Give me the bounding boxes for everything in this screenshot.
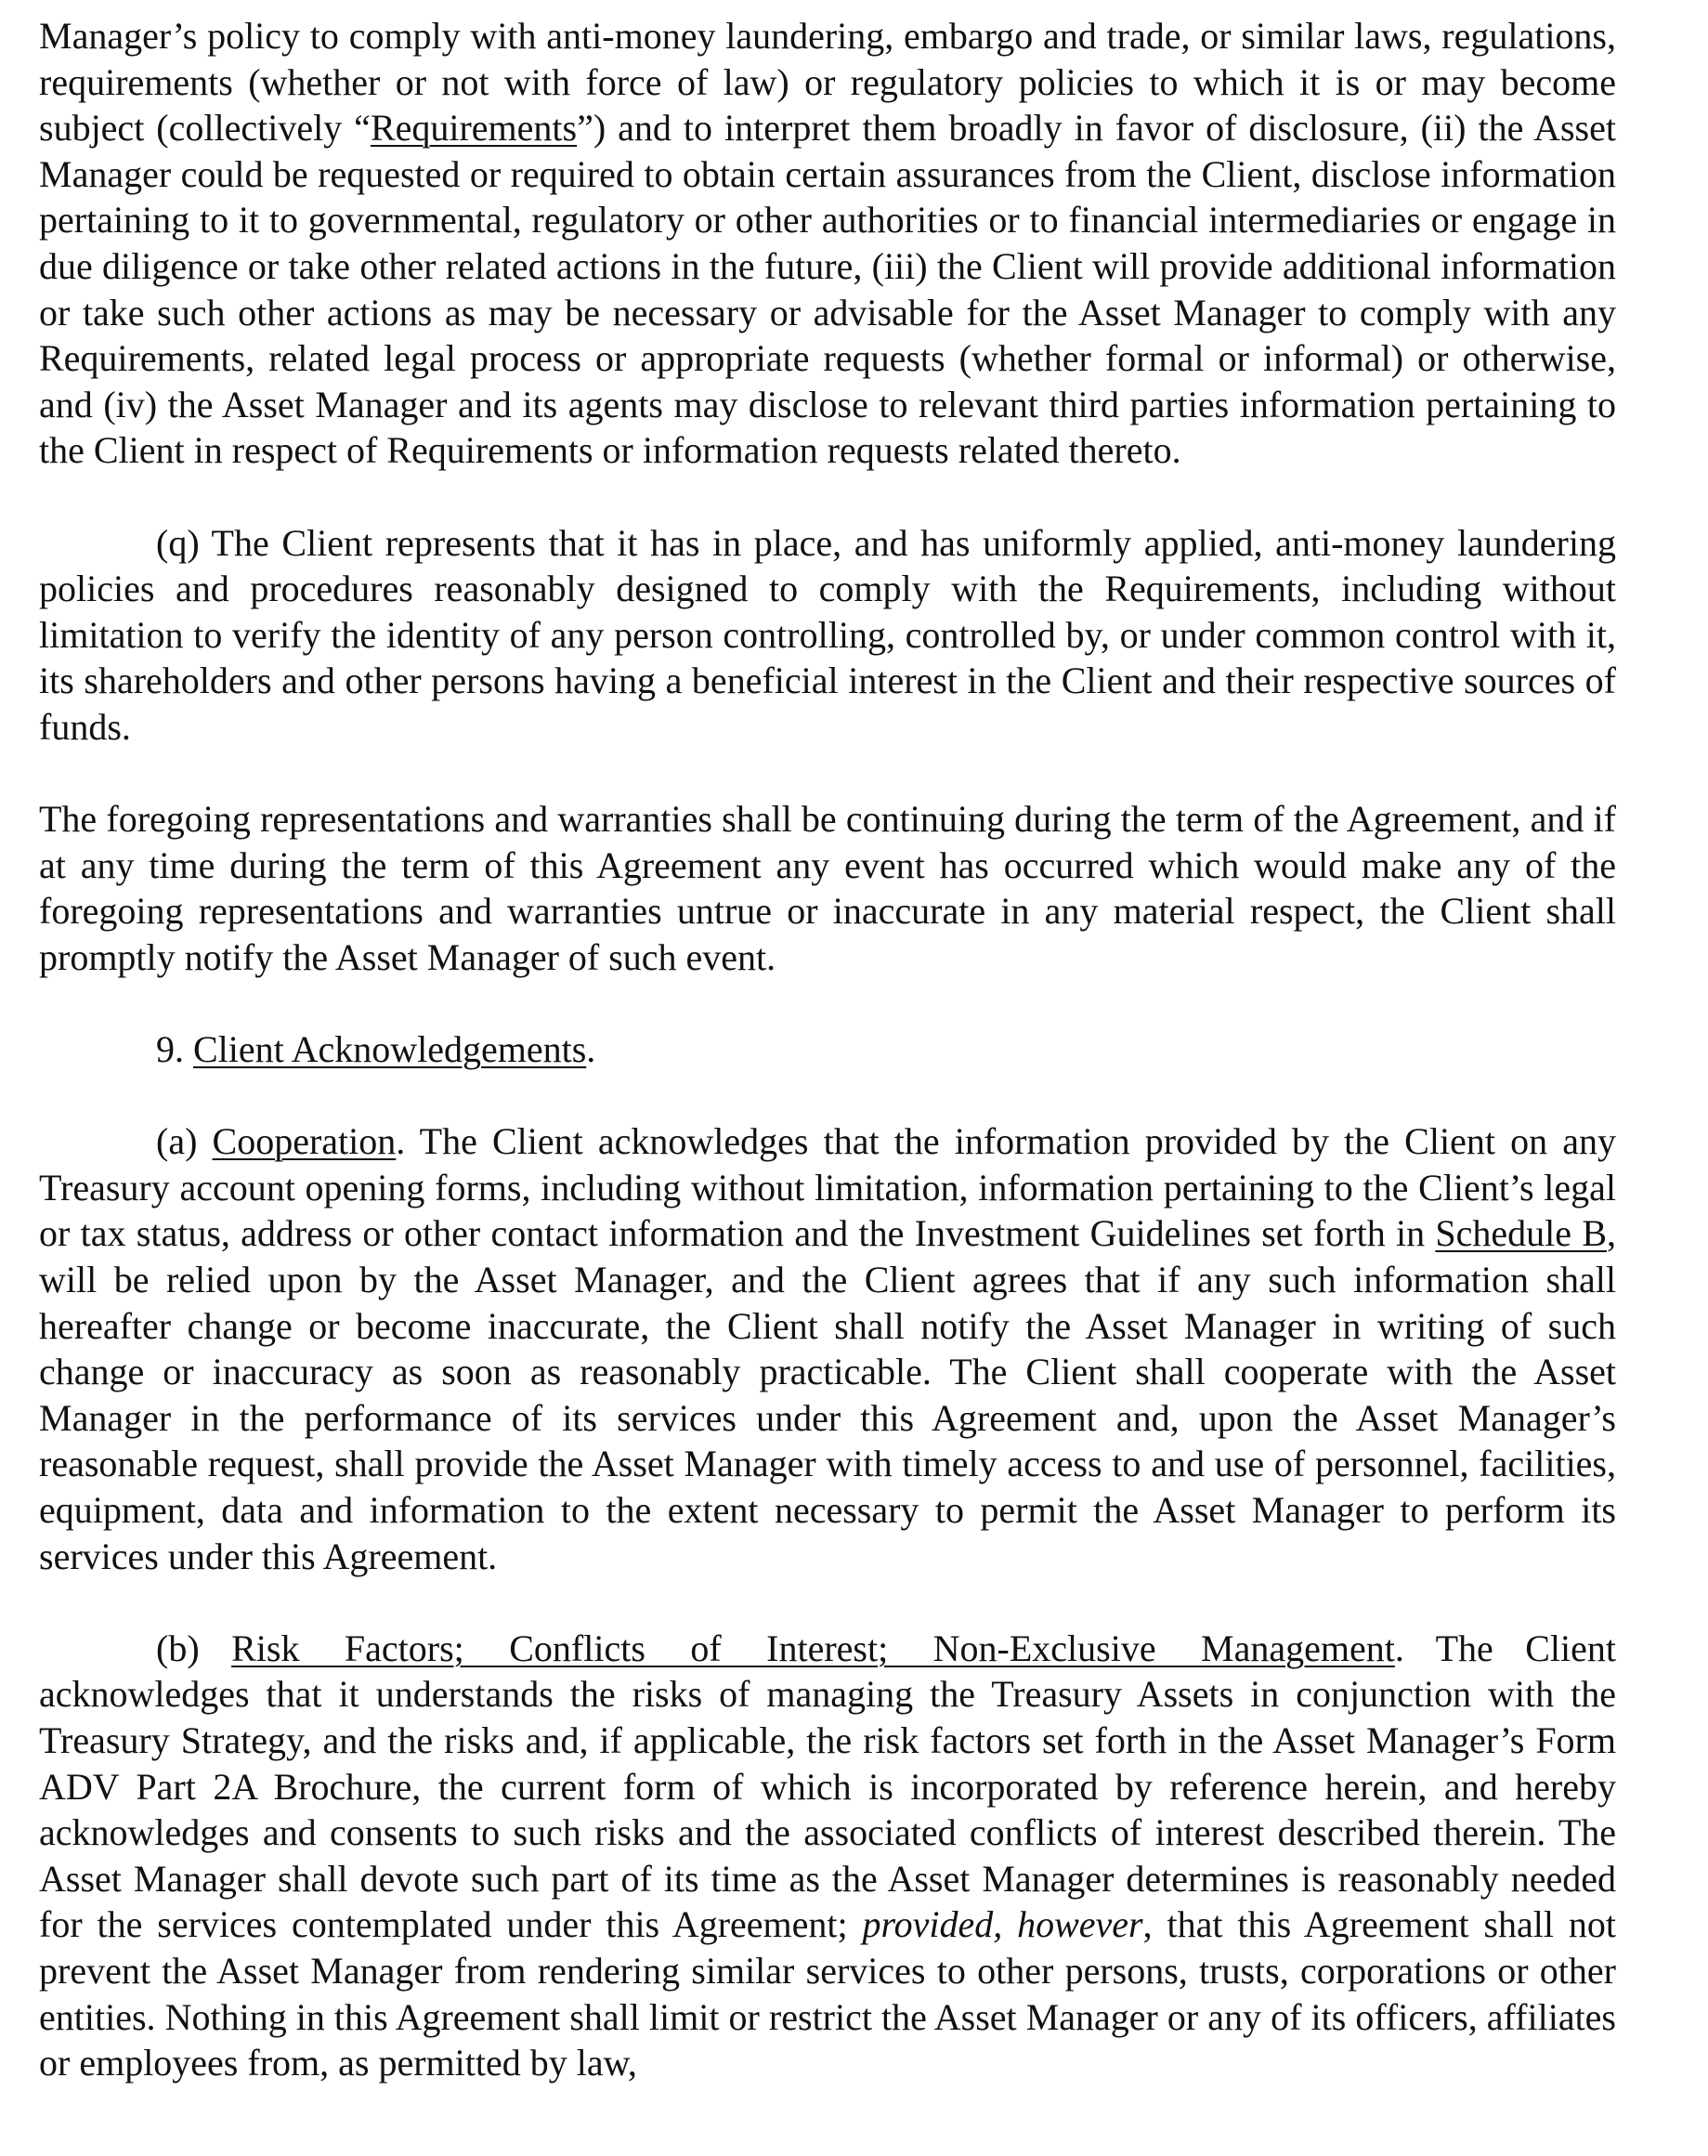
document-page [39,13,1616,2132]
clause-heading-risk-factors: Risk Factors; Conflicts of Interest; Non-Exclusive Management [231,1627,1395,1669]
paragraph-q-anti-money-laundering [39,520,1616,751]
paragraph-text: ”) and to interpret them broadly in favor of disclosure, (ii) the Asset Manager could be requested or required to obtain certain assurances from the Client, disclose information pertaining to it to governmental, regulatory or other authorities or to financial intermediaries or engage in due diligence or take other related actions in the future, (iii) the Client will provide additional information or take such other actions as may be necessary or advisable for the Asset Manager to comply with any Requirements, related legal process or appropriate requests (whether formal or informal) or otherwise, and (iv) the Asset Manager and its agents may disclose to relevant third parties information pertaining to the Client in respect of Requirements or information requests related thereto. [39,107,1616,472]
clause-heading-cooperation: Cooperation [212,1120,397,1163]
defined-term-requirements: Requirements [370,107,578,150]
proviso-italic: provided, however [862,1903,1143,1946]
paragraph-text: . The Client acknowledges that it understands the risks of managing the Treasury Assets in conjunction with the Treasury Strategy, and the risks and, if applicable, the risk factors set forth in the Asset Manager’s Form ADV Part 2A Brochure, the current form of which is incorporated by reference herein, and hereby acknowledges and consents to such risks and the associated conflicts of interest described therein. The Asset Manager shall devote such part of its time as the Asset Manager determines is reasonably needed for the services contemplated under this Agreement; [39,1627,1617,1946]
paragraph-text: Manager’s policy to comply with anti-money laundering, embargo and trade, or similar laws, regulations, requirements (whether or not with force of law) or regulatory policies to which it is or may become subject (collectively “ [39,15,1616,150]
section-title: Client Acknowledgements [193,1028,587,1071]
schedule-b-reference: Schedule B [1435,1212,1607,1255]
clause-label: (b) [156,1627,232,1669]
paragraph-text: (q) The Client represents that it has in place, and has uniformly applied, anti-money laundering policies and procedures reasonably designed to comply with the Requirements, including without limitation to verify the identity of any person controlling, controlled by, or under common control with it, its shareholders and other persons having a beneficial interest in the Client and their respective sources of funds. [39,521,1616,748]
paragraph-text: The foregoing representations and warranties shall be continuing during the term of the Agreement, and if at any time during the term of this Agreement any event has occurred which would make any of the foregoing representations and warranties untrue or inaccurate in any material respect, the Client shall promptly notify the Asset Manager of such event. [39,798,1616,978]
clause-label: (a) [156,1120,213,1163]
section-heading-9 [39,1026,1616,1073]
paragraph-text: , that this Agreement shall not prevent the Asset Manager from rendering similar services to other persons, trusts, corporations or other entities. Nothing in this Agreement shall limit or restrict the Asset Manager or any of its officers, affiliates or employees from, as permitted by law, [39,1903,1616,2084]
paragraph-requirements [39,13,1616,474]
section-title-period: . [586,1028,596,1071]
paragraph-a-cooperation [39,1118,1616,1579]
paragraph-b-risk-factors [39,1626,1616,2086]
paragraph-text: . The Client acknowledges that the information provided by the Client on any Treasury account opening forms, including without limitation, information pertaining to the Client’s legal or tax status, address or other contact information and the Investment Guidelines set forth in [39,1120,1616,1255]
paragraph-continuing-representations [39,796,1616,980]
paragraph-text: , will be relied upon by the Asset Manager, and the Client agrees that if any such information shall hereafter change or become inaccurate, the Client shall notify the Asset Manager in writing of such change or inaccuracy as soon as reasonably practicable. The Client shall cooperate with the Asset Manager in the performance of its services under this Agreement and, upon the Asset Manager’s reasonable request, shall provide the Asset Manager with timely access to and use of personnel, facilities, equipment, data and information to the extent necessary to permit the Asset Manager to perform its services under this Agreement. [39,1212,1616,1577]
section-number: 9. [156,1028,193,1071]
